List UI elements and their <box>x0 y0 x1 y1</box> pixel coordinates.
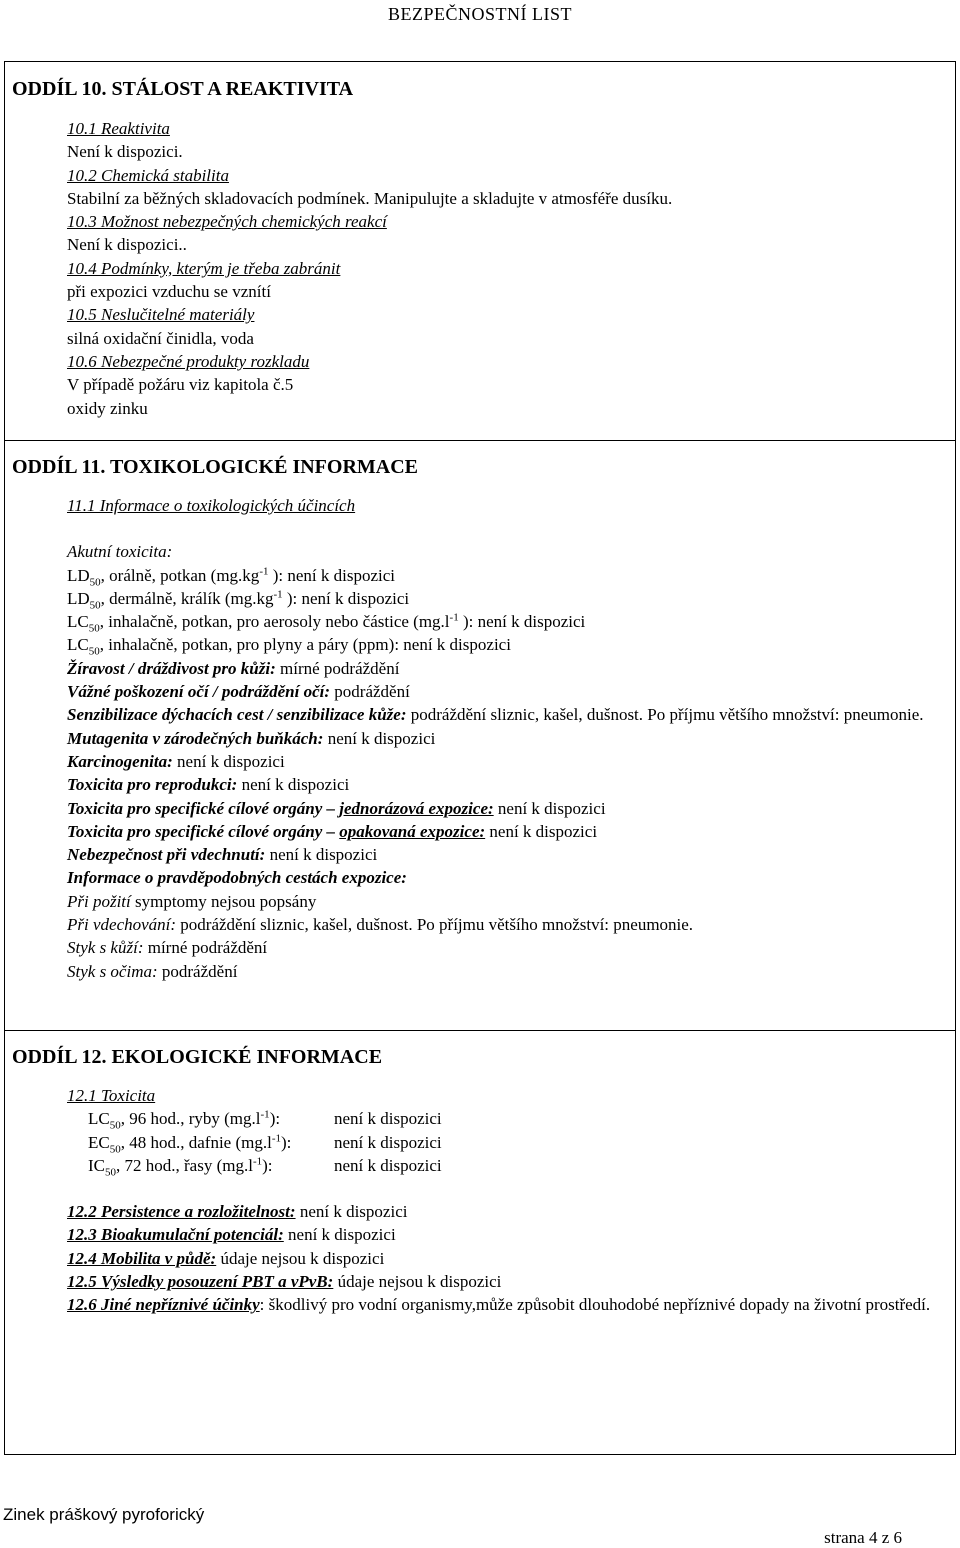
lc50-gas-row: $LC_{50}$, inhalačně, potkan, pro plyny a páry (ppm): není k dispozici <box>67 635 511 658</box>
subsection-11-1-heading: 11.1 Informace o toxikologických účincích <box>67 496 356 515</box>
subsection-10-6-heading: 10.6 Nebezpečné produkty rozkladu <box>67 351 310 371</box>
lc50-aerosol-row: $LC_{50}$, inhalačně, potkan, pro aerosoly nebo částice ($mg.l^{-1}$ ): není k dispozici <box>67 611 586 635</box>
section-10-title: ODDÍL 10. STÁLOST A REAKTIVITA <box>12 78 354 100</box>
section-divider <box>5 440 955 441</box>
pbt-assessment-row: 12.5 Výsledky posouzení PBT a vPvB: údaje nejsou k dispozici <box>67 1272 502 1292</box>
subsection-10-4-heading: 10.4 Podmínky, kterým je třeba zabránit <box>67 258 341 278</box>
lc50-fish-row: $LC_{50}$, 96 hod., ryby $(mg.l^{-1})$: není k dispozici <box>88 1108 442 1132</box>
eye-contact-row: Styk s očima: podráždění <box>67 961 238 981</box>
carcinogenicity-row: Karcinogenita: není k dispozici <box>67 751 285 771</box>
subsection-10-1-heading: 10.1 Reaktivita <box>67 119 170 138</box>
subsection-10-1-text: Není k dispozici. <box>67 142 183 162</box>
ec50-daphnia-row: $EC_{50}$, 48 hod., dafnie $(mg.l^{-1})$: není k dispozici <box>88 1131 442 1155</box>
subsection-10-2-text: Stabilní za běžných skladovacích podmínek. Manipulujte a skladujte v atmosféře dusíku. <box>67 188 673 208</box>
product-name: Zinek práškový pyroforický <box>3 1505 205 1524</box>
section-12-title: ODDÍL 12. EKOLOGICKÉ INFORMACE <box>12 1046 383 1068</box>
aspiration-hazard-row: Nebezpečnost při vdechnutí: není k dispozici <box>67 845 378 865</box>
stot-single-row: Toxicita pro specifické cílové orgány – jednorázová expozice: není k dispozici <box>67 798 606 818</box>
subsection-12-1-heading: 12.1 Toxicita <box>67 1086 156 1105</box>
sensitization-row: Senzibilizace dýchacích cest / senzibilizace kůže: podráždění sliznic, kašel, dušnost. Po příjmu většího množství: pneumonie. <box>67 705 924 725</box>
subsection-10-6-text-2: oxidy zinku <box>67 398 148 418</box>
subsection-10-6-text: V případě požáru viz kapitola č.5 <box>67 375 294 395</box>
ingestion-row: Při požití symptomy nejsou popsány <box>67 891 317 911</box>
ld50-oral-row: $LD_{50}$, orálně, potkan ($mg.kg^{-1}$ ): není k dispozici <box>67 564 396 588</box>
section-12-body <box>67 1084 941 1317</box>
bioaccumulation-row: 12.3 Bioakumulační potenciál: není k dispozici <box>67 1225 396 1245</box>
subsection-10-2-heading: 10.2 Chemická stabilita <box>67 165 229 185</box>
inhalation-row: Při vdechování: podráždění sliznic, kašel, dušnost. Po příjmu většího množství: pneumonie. <box>67 915 694 935</box>
reproductive-toxicity-row: Toxicita pro reprodukci: není k dispozici <box>67 775 350 795</box>
subsection-10-3-text: Není k dispozici.. <box>67 235 187 255</box>
document-header: BEZPEČNOSTNÍ LIST <box>388 4 572 24</box>
section-11-title: ODDÍL 11. TOXIKOLOGICKÉ INFORMACE <box>12 456 418 478</box>
other-effects-row: 12.6 Jiné nepříznivé účinky: škodlivý pro vodní organismy,může způsobit dlouhodobé nepříznivé dopady na životní prostředí. <box>67 1295 931 1315</box>
subsection-10-5-text: silná oxidační činidla, voda <box>67 328 254 348</box>
section-11-body <box>67 494 941 983</box>
eye-damage-row: Vážné poškození očí / podráždění očí: podráždění <box>67 682 410 702</box>
page-number: strana 4 z 6 <box>824 1528 902 1547</box>
content-frame <box>4 61 956 1455</box>
skin-contact-row: Styk s kůží: mírné podráždění <box>67 938 268 958</box>
subsection-10-3-heading: 10.3 Možnost nebezpečných chemických reakcí <box>67 212 387 232</box>
subsection-10-5-heading: 10.5 Neslučitelné materiály <box>67 305 255 325</box>
stot-repeated-row: Toxicita pro specifické cílové orgány – opakovaná expozice: není k dispozici <box>67 821 598 841</box>
mobility-row: 12.4 Mobilita v půdě: údaje nejsou k dispozici <box>67 1248 385 1268</box>
ic50-algae-row: $IC_{50}$, 72 hod., řasy $(mg.l^{-1})$: není k dispozici <box>88 1155 442 1179</box>
ld50-dermal-row: $LD_{50}$, dermálně, králík ($mg.kg^{-1}$ ): není k dispozici <box>67 588 410 612</box>
subsection-10-4-text: při expozici vzduchu se vznítí <box>67 282 271 302</box>
exposure-routes-label: Informace o pravděpodobných cestách expozice: <box>67 868 407 888</box>
persistence-row: 12.2 Persistence a rozložitelnost: není k dispozici <box>67 1202 408 1222</box>
skin-corrosion-row: Žíravost / dráždivost pro kůži: mírné podráždění <box>67 658 400 678</box>
mutagenicity-row: Mutagenita v zárodečných buňkách: není k dispozici <box>67 728 436 748</box>
acute-toxicity-label: Akutní toxicita: <box>67 542 173 562</box>
section-divider <box>5 1030 955 1031</box>
section-10-body <box>67 117 941 420</box>
